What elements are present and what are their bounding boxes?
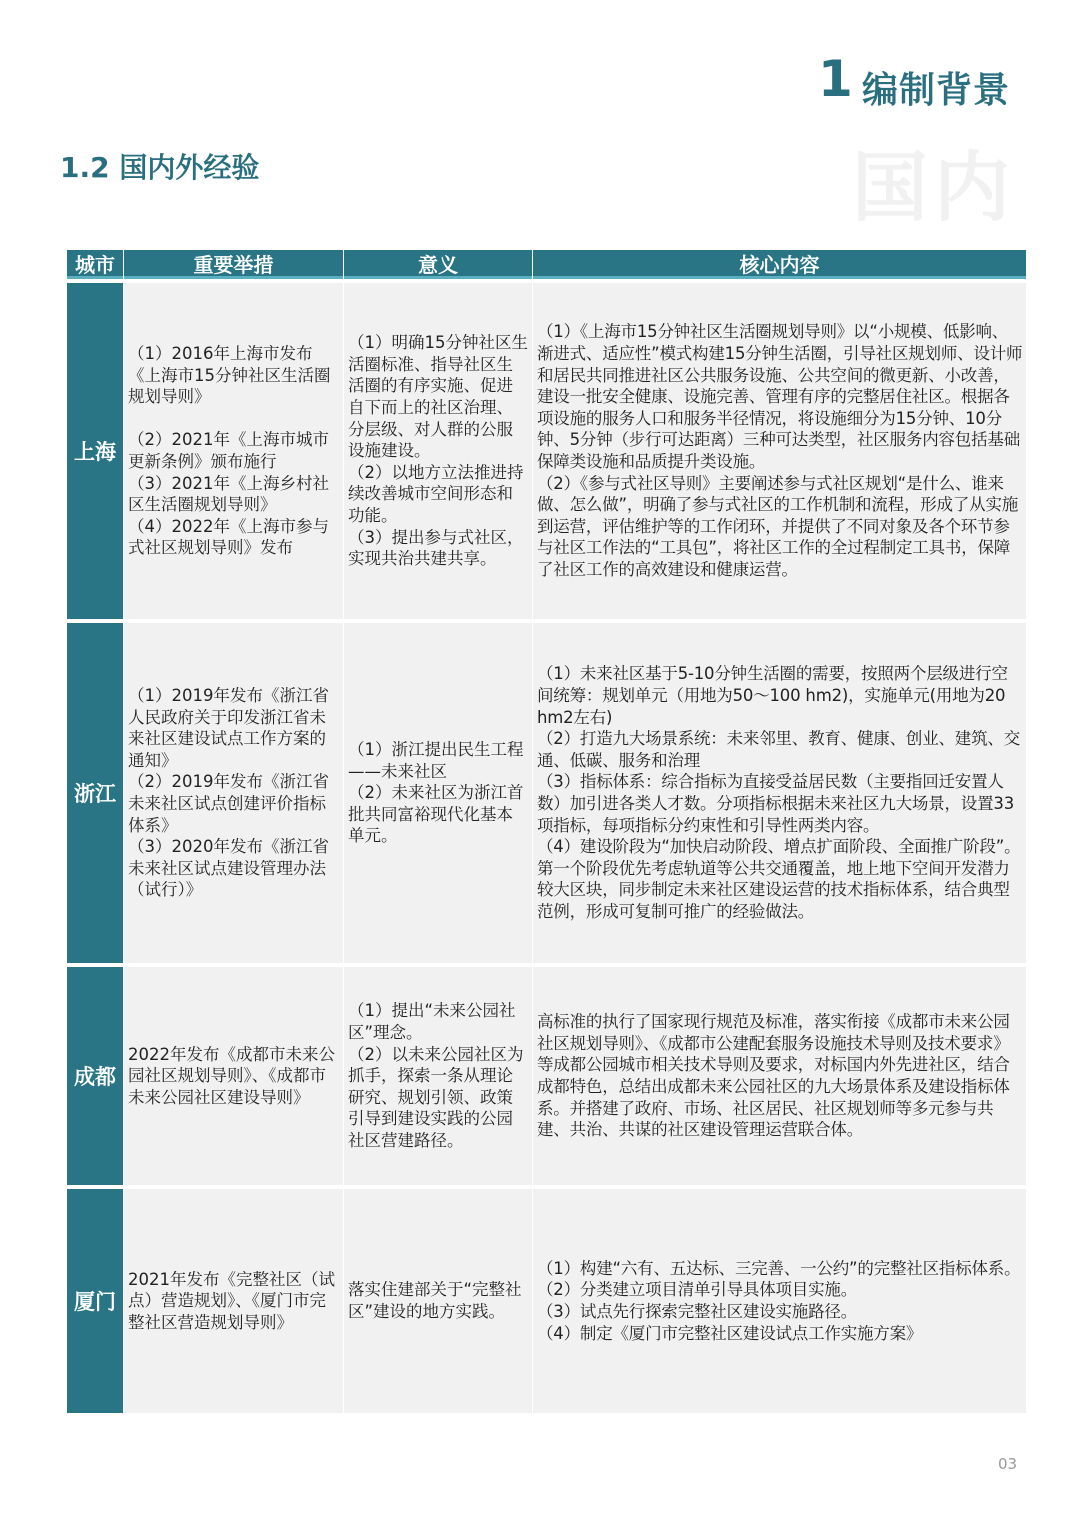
content-cell xyxy=(533,283,1026,619)
measures-text: 2022年发布《成都市未来公园社区规划导则》、《成都市未来公园社区建设导则》 xyxy=(128,1044,335,1107)
city-cell: 成都 xyxy=(67,967,123,1185)
column-header-measures: 重要举措 xyxy=(124,250,343,279)
chapter-title: 编制背景 xyxy=(862,70,1011,111)
page-number: 03 xyxy=(998,1455,1018,1473)
city-cell: 浙江 xyxy=(67,623,123,963)
significance-text: 落实住建部关于“完整社区”建设的地方实践。 xyxy=(348,1280,522,1321)
measures-text: 2021年发布《完整社区（试点）营造规划》、《厦门市完整社区营造规划导则》 xyxy=(128,1269,335,1332)
content-text: 高标准的执行了国家现行规范及标准，落实衔接《成都市未来公园社区规划导则》、《成都市公建配套服务设施技术导则及技术要求》等成都公园城市相关技术导则及要求，对标国内外先进社区，结合成都特色，总结出成都未来公园社区的九大场景体系及建设指标体系。并搭建了政府、市场、社区居民、社区规划师等多元参与共建、共治、共谋的社区建设管理运营联合体。 xyxy=(537,1012,1010,1140)
experience-table xyxy=(67,250,1026,1400)
city-cell: 厦门 xyxy=(67,1189,123,1413)
column-header-significance: 意义 xyxy=(344,250,532,279)
significance-text: （1）明确15分钟社区生活圈标准、指导社区生活圈的有序实施、促进自下而上的社区治理、分层级、对人群的公服设施建设。 （2）以地方立法推进持续改善城市空间形态和功能。 （3）提出参与式社区，实现共治共建共享。 xyxy=(348,333,528,569)
measures-cell xyxy=(124,967,343,1185)
section-title: 1.2 国内外经验 xyxy=(60,151,260,184)
significance-text: （1）提出“未来公园社区”理念。 （2）以未来公园社区为抓手，探索一条从理论研究、规划引领、政策引导到建设实践的公园社区营建路径。 xyxy=(348,1001,524,1150)
content-cell xyxy=(533,1189,1026,1413)
content-text: （1）未来社区基于5-10分钟生活圈的需要，按照两个层级进行空间统筹：规划单元（用地为50～100 hm2)，实施单元(用地为20 hm2左右) （2）打造九大场景系统：未来邻里、教育、健康、创业、建筑、交通、低碳、服务和治理 （3）指标体系：综合指标为直接受益居民数（主要指回迁安置人数）加引进各类人才数。分项指标根据未来社区九大场景，设置33项指标，每项指标分约束性和引导性两类内容。 （4）建设阶段为“加快启动阶段、增点扩面阶段、全面推广阶段”。第一个阶段优先考虑轨道等公共交通覆盖，地上地下空间开发潜力较大区块，同步制定未来社区建设运营的技术指标体系，结合典型范例，形成可复制可推广的经验做法。 xyxy=(537,664,1021,921)
significance-cell xyxy=(344,623,532,963)
measures-cell xyxy=(124,283,343,619)
content-cell xyxy=(533,967,1026,1185)
column-header-content: 核心内容 xyxy=(533,250,1026,279)
watermark-text: 国内 xyxy=(852,143,1016,232)
significance-text: （1）浙江提出民生工程——未来社区 （2）未来社区为浙江首批共同富裕现代化基本单元。 xyxy=(348,740,524,846)
content-text: （1）构建“六有、五达标、三完善、一公约”的完整社区指标体系。 （2）分类建立项目清单引导具体项目实施。 （3）试点先行探索完整社区建设实施路径。 （4）制定《厦门市完整社区建设试点工作实施方案》 xyxy=(537,1258,1021,1343)
significance-cell xyxy=(344,967,532,1185)
city-cell: 上海 xyxy=(67,283,123,619)
measures-cell xyxy=(124,623,343,963)
measures-cell xyxy=(124,1189,343,1413)
measures-text: （1）2016年上海市发布《上海市15分钟社区生活圈规划导则》 （2）2021年《上海市城市更新条例》颁布施行 （3）2021年《上海乡村社区生活圈规划导则》 （4）2022年《上海市参与式社区规划导则》发布 xyxy=(128,344,331,558)
measures-text: （1）2019年发布《浙江省人民政府关于印发浙江省未来社区建设试点工作方案的通知》 （2）2019年发布《浙江省未来社区试点创建评价指标体系》 （3）2020年发布《浙江省未来社区试点建设管理办法（试行）》 xyxy=(128,686,329,900)
significance-cell xyxy=(344,283,532,619)
content-cell xyxy=(533,623,1026,963)
chapter-number: 1 xyxy=(818,50,853,108)
significance-cell xyxy=(344,1189,532,1413)
column-header-city: 城市 xyxy=(67,250,123,279)
content-text: （1）《上海市15分钟社区生活圈规划导则》以“小规模、低影响、渐进式、适应性”模式构建15分钟生活圈，引导社区规划师、设计师和居民共同推进社区公共服务设施、公共空间的微更新、小改善，建设一批安全健康、设施完善、管理有序的完整居住社区。根据各项设施的服务人口和服务半径情况，将设施细分为15分钟、10分钟、5分钟（步行可达距离）三种可达类型，社区服务内容包括基础保障类设施和品质提升类设施。 （2）《参与式社区导则》主要阐述参与式社区规划“是什么、谁来做、怎么做”，明确了参与式社区的工作机制和流程，形成了从实施到运营，评估维护等的工作闭环，并提供了不同对象及各个环节参与社区工作法的“工具包”，将社区工作的全过程制定工具书，保障了社区工作的高效建设和健康运营。 xyxy=(537,322,1023,579)
